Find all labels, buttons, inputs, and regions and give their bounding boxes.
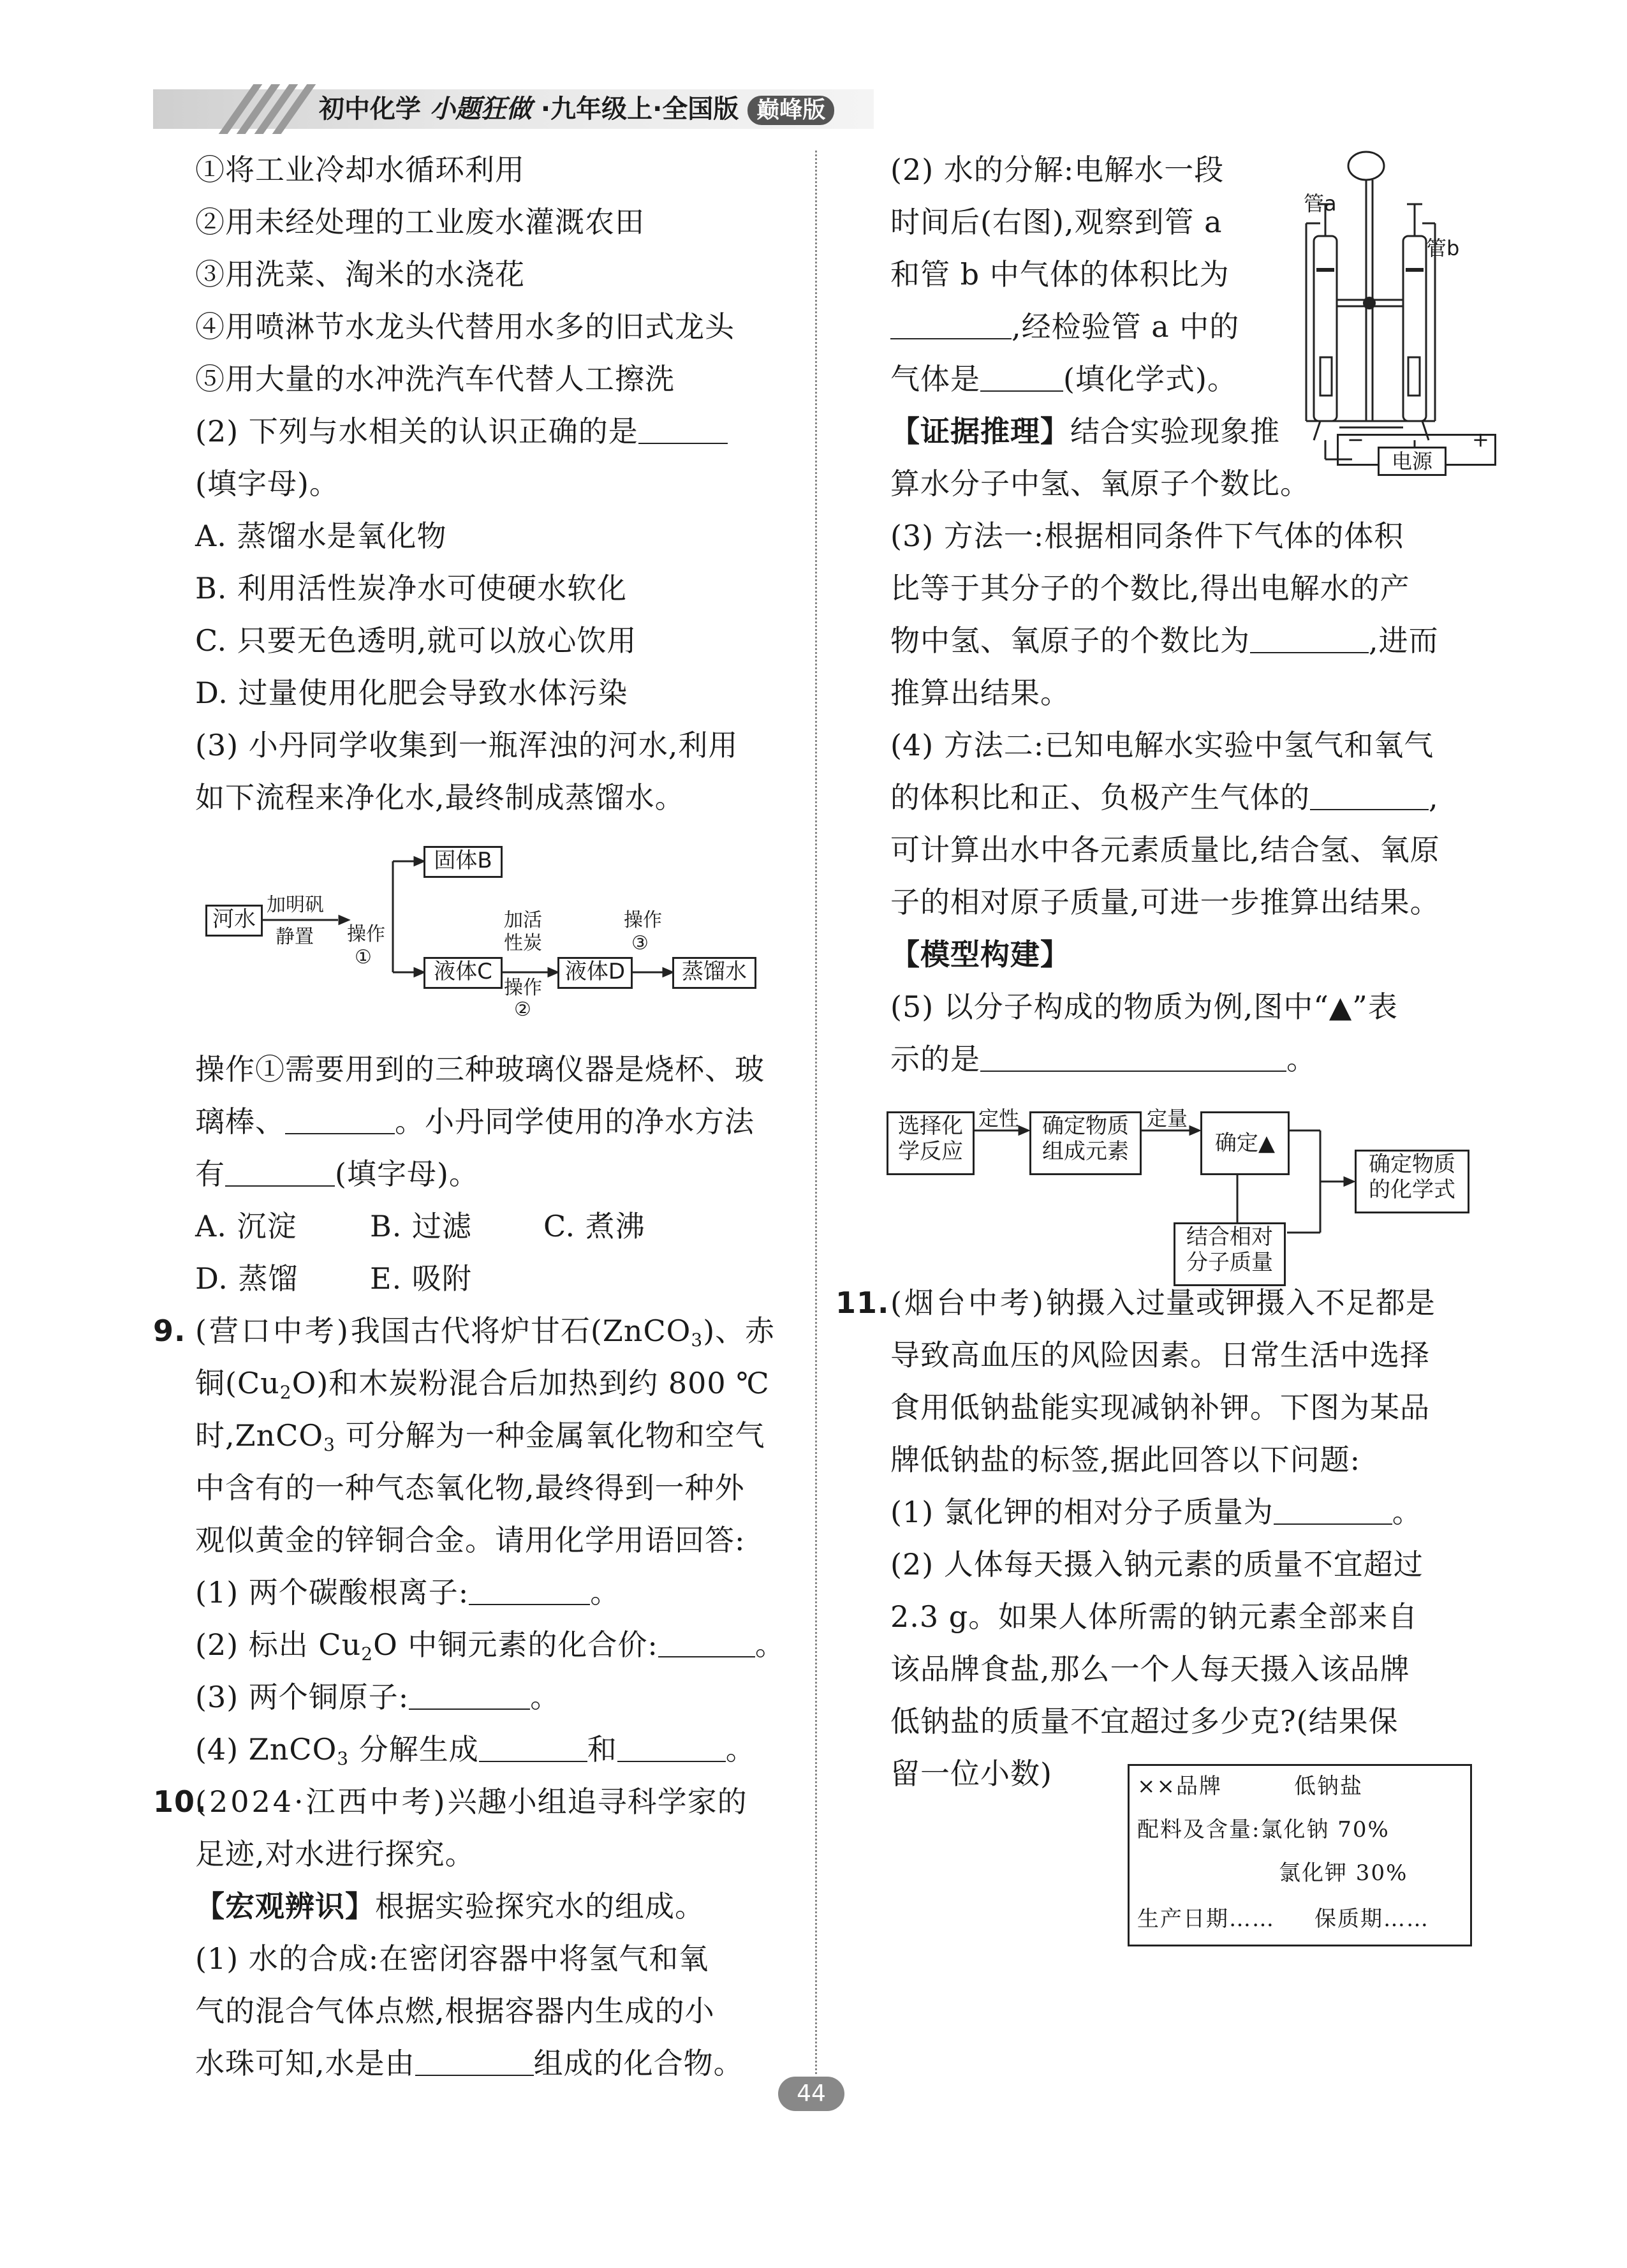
label-product-name: 低钠盐 [1294,1774,1363,1799]
page-number: 44 [778,2077,844,2111]
flow-label-add-carbon-1: 加活 [504,909,542,931]
q9-text: 铜(Cu [195,1366,280,1400]
flow-liquid-c-box: 液体C [423,957,503,989]
q10-1-line-2: 气的混合气体点燃,根据容器内生成的小 [195,1994,715,2028]
q8-item-2: ②用未经处理的工业废水灌溉农田 [195,205,645,239]
q9-text: (2) 标出 Cu [195,1627,362,1662]
flow-label-add-alum: 加明矾 [267,894,324,916]
q8-item-3: ③用洗菜、淘米的水浇花 [195,257,525,292]
answer-blank[interactable] [617,1735,726,1762]
q9-number: 9. [153,1314,186,1348]
answer-blank[interactable] [415,2049,534,2076]
flow-label-op2-num: ② [514,998,531,1021]
evidence-line-2: 算水分子中氢、氧原子个数比。 [890,466,1310,501]
q9-text: 。 [755,1627,785,1662]
q10-2-line-4 [890,309,1239,345]
answer-blank[interactable] [469,1578,590,1605]
subscript: 2 [279,1382,292,1403]
subscript: 3 [337,1748,350,1769]
q9-text: (1) 两个碳酸根离子: [195,1575,469,1610]
answer-blank[interactable] [890,313,1012,339]
q11-1 [890,1494,1422,1530]
label-shelf-life: 保质期…… [1314,1906,1429,1932]
q11-2-line-5: 留一位小数) [890,1756,1052,1791]
q11-text: 。 [1392,1495,1422,1529]
q9-text: 和 [587,1732,617,1767]
model-relative-mass-box [1174,1222,1286,1286]
model-formula-box [1355,1150,1469,1213]
grade-label: ·九年级上·全国版 [540,94,739,124]
q9-text: )、赤 [703,1314,776,1348]
q8-op-text: 。小丹同学使用的净水方法 [395,1104,755,1139]
q8-op-line-2 [195,1104,755,1139]
q10-5-line-2 [890,1041,1316,1077]
section-tag: 【宏观辨识】 [195,1889,375,1923]
box-text: 结合相对 [1186,1224,1273,1250]
edition-badge: 巅峰版 [747,96,834,125]
q11-2-line-4: 低钠盐的质量不宜超过多少克?(结果保 [890,1704,1399,1738]
flow-solid-b-box: 固体B [423,846,503,878]
q8-method-a: A. 沉淀 [195,1209,297,1243]
model-label-qualitative: 定性 [978,1106,1020,1130]
q10-text: 组成的化合物。 [533,2046,744,2080]
q8-item-5: ⑤用大量的水冲洗汽车代替人工擦洗 [195,362,675,396]
q8-item-4: ④用喷淋节水龙头代替用水多的旧式龙头 [195,309,735,344]
box-text: 确定物质 [1042,1113,1129,1139]
answer-blank[interactable] [980,1045,1286,1072]
q10-source: (2024·江西中考) [195,1784,448,1819]
q11-line-4: 牌低钠盐的标签,据此回答以下问题: [890,1442,1361,1477]
q8-op-text: 有 [195,1157,225,1191]
power-source-box: 电源 [1378,447,1447,476]
answer-blank[interactable] [658,1631,755,1657]
answer-blank[interactable] [980,365,1063,392]
flow-label-op3: 操作 [624,909,662,931]
q8-method-b: B. 过滤 [370,1209,473,1243]
flow-label-op1-num: ① [355,946,372,968]
q10-3-line-3 [890,623,1439,658]
answer-blank[interactable] [479,1735,587,1762]
q11-2-line-2: 2.3 g。如果人体所需的钠元素全部来自 [890,1599,1418,1634]
q11-text: (1) 氯化钾的相对分子质量为 [890,1495,1274,1529]
header-title [319,92,834,126]
q10-text: 水珠可知,水是由 [195,2046,415,2080]
column-divider [815,151,817,2074]
box-text: 学反应 [898,1139,963,1164]
q9-source: (营口中考) [195,1314,351,1348]
q8-op-line-3 [195,1156,479,1192]
q9-text: 我国古代将炉甘石(ZnCO [350,1314,691,1348]
q10-text: ,进而 [1369,623,1439,658]
q8-op-line-1: 操作①需要用到的三种玻璃仪器是烧杯、玻 [195,1052,765,1086]
box-text: 组成元素 [1042,1139,1129,1164]
answer-blank[interactable] [285,1108,395,1134]
label-ingredients: 配料及含量:氯化钠 70% [1137,1817,1390,1842]
q8-2-option-a: A. 蒸馏水是氧化物 [195,519,447,553]
answer-blank[interactable] [409,1683,530,1710]
box-text: 分子质量 [1186,1250,1273,1275]
q9-sub-4 [195,1731,756,1777]
q8-2-suffix: (填字母)。 [195,466,339,501]
q8-op-text: 璃棒、 [195,1104,285,1139]
q8-3-stem-1: (3) 小丹同学收集到一瓶浑浊的河水,利用 [195,728,739,762]
flow-label-settle: 静置 [276,926,314,948]
q10-text: 。 [1286,1042,1316,1076]
q8-method-c: C. 煮沸 [543,1209,645,1243]
q10-4-line-3: 可计算出水中各元素质量比,结合氢、氧原 [890,833,1440,867]
flow-liquid-d-box: 液体D [557,957,633,989]
answer-blank[interactable] [1274,1498,1392,1525]
q9-text: 。 [530,1680,561,1714]
evidence-line-1 [890,413,1280,449]
q10-line-1 [195,1784,747,1820]
series-logo: 小题狂做 [429,94,532,124]
q9-line-5: 观似黄金的锌铜合金。请用化学用语回答: [195,1523,746,1557]
q10-text: 结合实验现象推 [1070,414,1280,448]
subscript: 2 [361,1643,374,1664]
q9-text: 。 [590,1575,621,1610]
model-choose-reaction-box [887,1111,975,1175]
q10-4-line-1: (4) 方法二:已知电解水实验中氢气和氧气 [890,728,1434,762]
q10-text: 示的是 [890,1042,980,1076]
q10-2-line-3: 和管 b 中气体的体积比为 [890,257,1230,292]
q8-op-text: (填字母)。 [335,1157,479,1191]
q10-text: 物中氢、氧原子的个数比为 [890,623,1250,658]
q9-text: 时,ZnCO [195,1418,324,1453]
q9-sub-3 [195,1679,560,1715]
q10-text: 的体积比和正、负极产生气体的 [890,780,1310,815]
q8-3-stem-2: 如下流程来净化水,最终制成蒸馏水。 [195,780,685,815]
box-text: 选择化 [898,1113,963,1139]
q11-2-line-3: 该品牌食盐,那么一个人每天摄入该品牌 [890,1652,1410,1686]
q9-line-3 [195,1418,765,1463]
q9-text: 分解生成 [349,1732,479,1767]
label-brand: ××品牌 [1137,1774,1222,1799]
q10-2-line-1: (2) 水的分解:电解水一段 [890,152,1225,187]
q8-2-option-c: C. 只要无色透明,就可以放心饮用 [195,623,637,658]
section-tag: 【证据推理】 [890,414,1070,448]
q9-line-2 [195,1365,770,1411]
flow-label-op3-num: ③ [631,932,649,954]
q8-2-text: (2) 下列与水相关的认识正确的是 [195,414,638,448]
box-text: 确定物质 [1369,1152,1455,1177]
q11-source: (烟台中考) [890,1286,1046,1320]
q10-number: 10. [153,1784,207,1819]
label-production-date: 生产日期…… [1137,1906,1275,1932]
q8-2-option-d: D. 过量使用化肥会导致水体污染 [195,676,628,710]
q9-text: (4) ZnCO [195,1732,337,1767]
q9-line-1 [195,1313,775,1358]
q8-2-option-b: B. 利用活性炭净水可使硬水软化 [195,571,628,605]
q10-text: (填化学式)。 [1063,362,1237,396]
q10-3-line-1: (3) 方法一:根据相同条件下气体的体积 [890,519,1404,553]
q9-text: (3) 两个铜原子: [195,1680,409,1714]
q10-1-line-3 [195,2045,744,2081]
flow-label-add-carbon-2: 性炭 [504,932,542,954]
q11-line-2: 导致高血压的风险因素。日常生活中选择 [890,1338,1430,1372]
q10-text: 根据实验探究水的组成。 [375,1889,705,1923]
model-label-quantitative: 定量 [1147,1106,1188,1130]
q8-method-e: E. 吸附 [370,1261,472,1296]
box-text: 的化学式 [1369,1177,1455,1203]
q10-line-2: 足迹,对水进行探究。 [195,1837,475,1871]
q10-2-line-2: 时间后(右图),观察到管 a [890,205,1223,239]
q10-4-line-2 [890,780,1439,815]
q10-text: ,经检验管 a 中的 [1012,309,1240,344]
flow-label-op2: 操作 [504,977,542,999]
q9-text: 。 [725,1732,756,1767]
subscript: 3 [691,1330,703,1351]
answer-blank[interactable] [225,1160,335,1187]
tube-b-label: 管b [1426,236,1460,260]
q10-1-line-1: (1) 水的合成:在密闭容器中将氢气和氧 [195,1941,709,1976]
q10-text: 气体是 [890,362,980,396]
flow-label-op1: 操作 [347,923,385,945]
q11-line-3: 食用低钠盐能实现减钠补钾。下图为某品 [890,1390,1430,1425]
q10-5-line-1: (5) 以分子构成的物质为例,图中“▲”表 [890,989,1398,1024]
q10-3-line-2: 比等于其分子的个数比,得出电解水的产 [890,571,1410,605]
q10-text: 兴趣小组追寻科学家的 [447,1784,747,1819]
q11-number: 11. [836,1286,890,1320]
q10-2-line-5 [890,361,1237,397]
flow-river-box: 河水 [205,905,263,937]
salt-label-table [1128,1764,1472,1946]
q8-2-stem [195,413,728,449]
q9-text: O 中铜元素的化合价: [373,1627,658,1662]
q10-3-line-4: 推算出结果。 [890,676,1070,710]
q9-text: O)和木炭粉混合后加热到约 800 ℃ [291,1366,770,1400]
answer-blank[interactable] [1310,783,1429,810]
q10-macro [195,1888,705,1924]
q10-text: , [1429,780,1439,815]
answer-blank[interactable] [638,417,728,444]
model-section-tag: 【模型构建】 [890,937,1070,972]
answer-blank[interactable] [1250,626,1369,653]
book-subject: 初中化学 [319,94,421,124]
q9-text: 可分解为一种金属氧化物和空气 [335,1418,765,1453]
q8-method-d: D. 蒸馏 [195,1261,298,1296]
q10-4-line-4: 子的相对原子质量,可进一步推算出结果。 [890,885,1440,919]
minus-sign: − [1347,427,1364,452]
model-elements-box [1029,1111,1142,1175]
q9-line-4: 中含有的一种气态氧化物,最终得到一种外 [195,1471,745,1505]
q11-2-line-1: (2) 人体每天摄入钠元素的质量不宜超过 [890,1547,1424,1582]
q9-sub-2 [195,1627,785,1672]
q9-sub-1 [195,1575,620,1610]
plus-sign: + [1472,427,1489,452]
model-triangle-box: 确定▲ [1200,1111,1290,1175]
flow-distilled-box: 蒸馏水 [672,957,756,989]
label-kcl: 氯化钾 30% [1279,1860,1408,1886]
q8-item-1: ①将工业冷却水循环利用 [195,152,525,187]
tube-a-label: 管a [1304,191,1337,216]
q11-line-1 [890,1285,1436,1321]
q11-text: 钠摄入过量或钾摄入不足都是 [1045,1286,1436,1320]
subscript: 3 [323,1434,335,1455]
